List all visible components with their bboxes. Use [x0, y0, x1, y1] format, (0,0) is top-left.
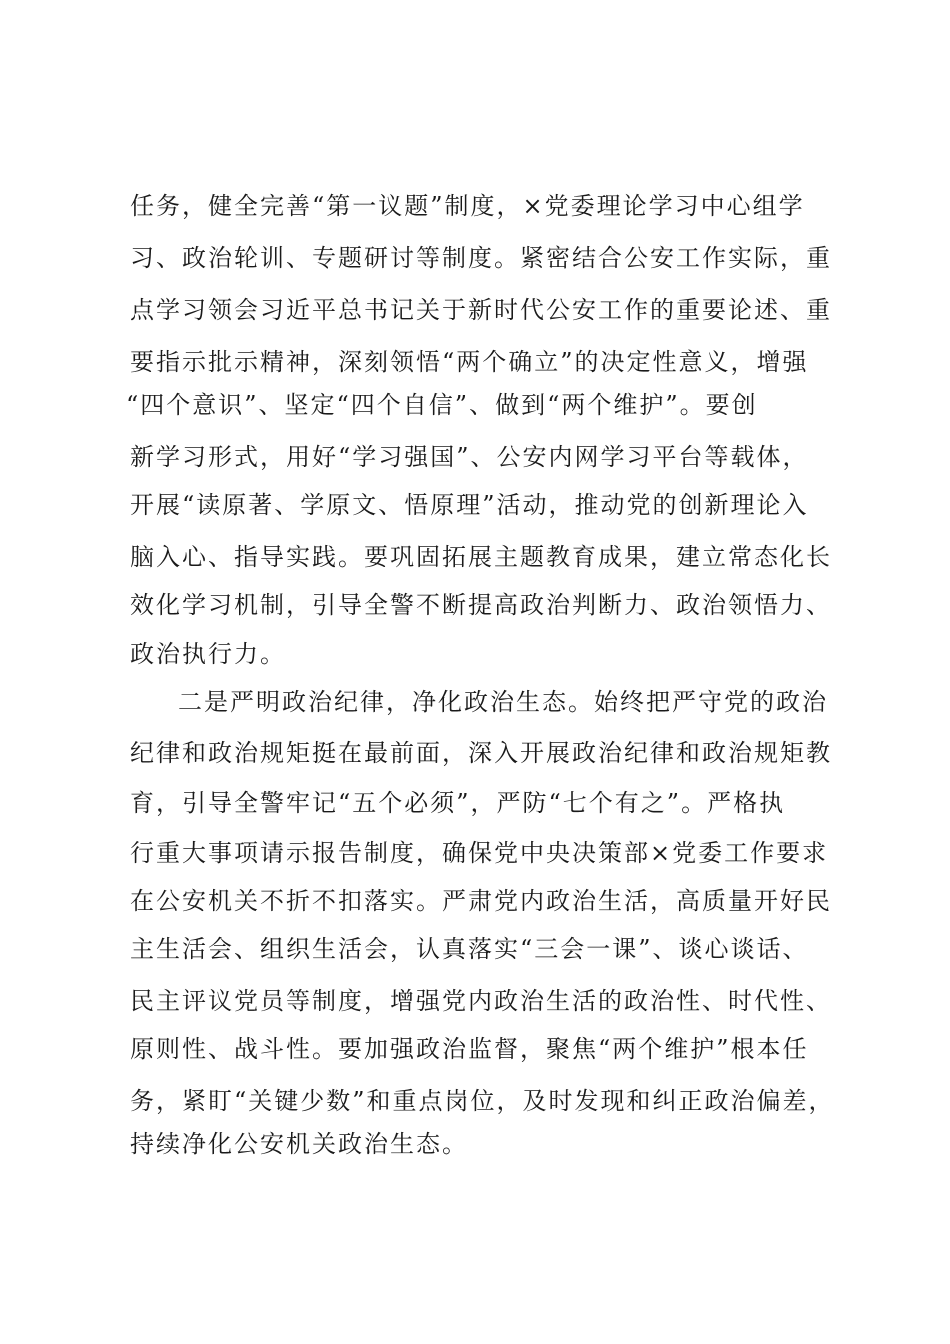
paragraph-2-line-5: 在公安机关不折不扣落实。严肃党内政治生活，高质量开好民: [130, 887, 832, 915]
paragraph-1-line-4: 要指示批示精神，深刻领悟“两个确立”的决定性意义，增强: [130, 348, 809, 376]
paragraph-1-line-5: “四个意识”、坚定“四个自信”、做到“两个维护”。要创: [126, 391, 758, 419]
paragraph-2-line-10: 持续净化公安机关政治生态。: [130, 1130, 468, 1158]
paragraph-2-line-9: 务，紧盯“关键少数”和重点岗位，及时发现和纠正政治偏差，: [130, 1087, 835, 1115]
paragraph-1-line-6: 新学习形式，用好“学习强国”、公安内网学习平台等载体，: [130, 443, 809, 471]
paragraph-2-line-8: 原则性、战斗性。要加强政治监督，聚焦“两个维护”根本任: [130, 1035, 809, 1063]
paragraph-2-line-6: 主生活会、组织生活会，认真落实“三会一课”、谈心谈话、: [130, 935, 809, 963]
paragraph-2-line-7: 民主评议党员等制度，增强党内政治生活的政治性、时代性、: [130, 987, 832, 1015]
paragraph-1-line-3: 点学习领会习近平总书记关于新时代公安工作的重要论述、重: [130, 296, 832, 324]
paragraph-1-line-2: 习、政治轮训、专题研讨等制度。紧密结合公安工作实际，重: [130, 244, 832, 272]
paragraph-1-line-8: 脑入心、指导实践。要巩固拓展主题教育成果，建立常态化长: [130, 543, 832, 571]
paragraph-2-line-3: 育，引导全警牢记“五个必须”，严防“七个有之”。严格执: [130, 789, 786, 817]
document-body: [126, 0, 835, 1344]
paragraph-1-line-7: 开展“读原著、学原文、悟原理”活动，推动党的创新理论入: [130, 491, 809, 519]
paragraph-2-line-1: 二是严明政治纪律，净化政治生态。始终把严守党的政治: [178, 688, 828, 716]
paragraph-1-line-10: 政治执行力。: [130, 640, 286, 668]
paragraph-2-line-4: 行重大事项请示报告制度，确保党中央决策部×党委工作要求: [130, 839, 829, 867]
paragraph-1-line-1: 任务，健全完善“第一议题”制度，×党委理论学习中心组学: [130, 192, 805, 220]
paragraph-2-line-2: 纪律和政治规矩挺在最前面，深入开展政治纪律和政治规矩教: [130, 739, 832, 767]
paragraph-1-line-9: 效化学习机制，引导全警不断提高政治判断力、政治领悟力、: [130, 591, 832, 619]
